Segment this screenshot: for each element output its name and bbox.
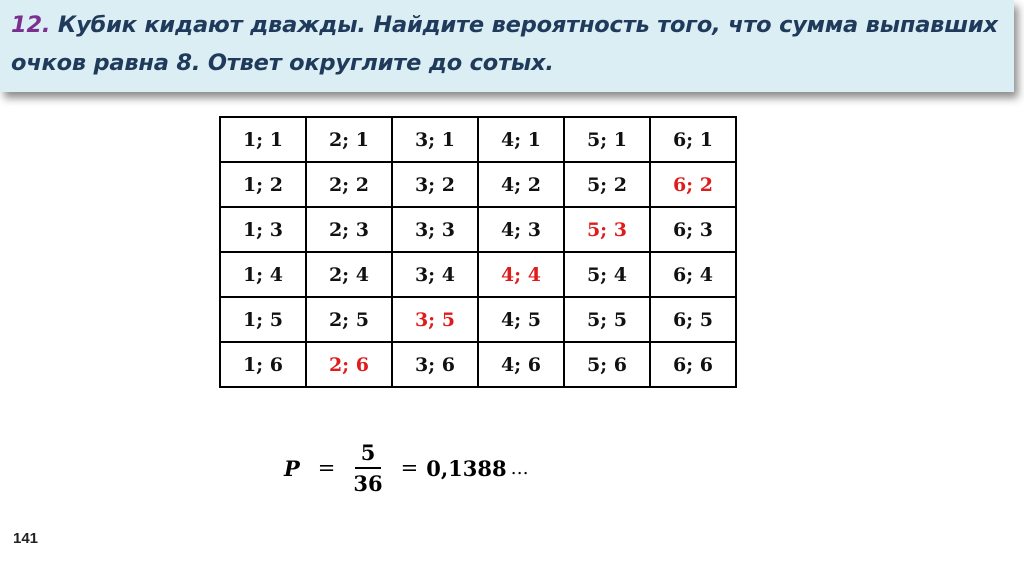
formula-equals-2: = <box>400 456 419 480</box>
table-cell: 2; 6 <box>306 342 392 387</box>
formula-result: 0,1388 <box>426 455 507 481</box>
task-text: Кубик кидают дважды. Найдите вероятность того, что сумма выпавших очков равна 8. Ответ округлите до сотых. <box>11 12 998 76</box>
table-cell: 4; 2 <box>478 162 564 207</box>
table-row <box>220 207 736 252</box>
table-cell: 1; 4 <box>220 252 306 297</box>
table-cell: 3; 1 <box>392 117 478 162</box>
table-cell: 4; 4 <box>478 252 564 297</box>
fraction-denominator: 36 <box>353 470 383 496</box>
table-cell: 6; 5 <box>650 297 736 342</box>
table-cell: 2; 5 <box>306 297 392 342</box>
dice-outcomes-table <box>219 116 737 388</box>
table-cell: 1; 2 <box>220 162 306 207</box>
table-cell: 6; 6 <box>650 342 736 387</box>
table-cell: 2; 3 <box>306 207 392 252</box>
table-cell: 6; 2 <box>650 162 736 207</box>
table-cell: 3; 6 <box>392 342 478 387</box>
table-cell: 5; 4 <box>564 252 650 297</box>
table-cell: 5; 5 <box>564 297 650 342</box>
table-cell: 3; 2 <box>392 162 478 207</box>
formula-equals: = <box>317 456 336 480</box>
table-cell: 5; 3 <box>564 207 650 252</box>
formula-variable: P <box>284 455 300 481</box>
title-banner <box>0 0 1014 92</box>
task-statement <box>11 6 1011 82</box>
table-cell: 6; 1 <box>650 117 736 162</box>
table-cell: 1; 5 <box>220 297 306 342</box>
table-cell: 2; 4 <box>306 252 392 297</box>
fraction-numerator: 5 <box>355 441 382 469</box>
table-cell: 4; 1 <box>478 117 564 162</box>
table-cell: 3; 5 <box>392 297 478 342</box>
table-cell: 5; 2 <box>564 162 650 207</box>
page-number: 141 <box>13 530 39 547</box>
table-cell: 5; 6 <box>564 342 650 387</box>
table-row <box>220 342 736 387</box>
table-cell: 5; 1 <box>564 117 650 162</box>
table-cell: 3; 3 <box>392 207 478 252</box>
table-cell: 4; 5 <box>478 297 564 342</box>
table-cell: 6; 3 <box>650 207 736 252</box>
table-cell: 1; 3 <box>220 207 306 252</box>
table-row <box>220 252 736 297</box>
table-cell: 2; 1 <box>306 117 392 162</box>
table-cell: 3; 4 <box>392 252 478 297</box>
table-cell: 4; 3 <box>478 207 564 252</box>
table-row <box>220 297 736 342</box>
table-cell: 2; 2 <box>306 162 392 207</box>
table-cell: 1; 1 <box>220 117 306 162</box>
table-row <box>220 162 736 207</box>
table-cell: 4; 6 <box>478 342 564 387</box>
fraction <box>347 441 388 496</box>
task-number: 12. <box>11 12 51 38</box>
table-cell: 1; 6 <box>220 342 306 387</box>
table-cell: 6; 4 <box>650 252 736 297</box>
probability-formula <box>284 436 529 500</box>
formula-ellipsis: … <box>510 457 529 479</box>
table-row <box>220 117 736 162</box>
